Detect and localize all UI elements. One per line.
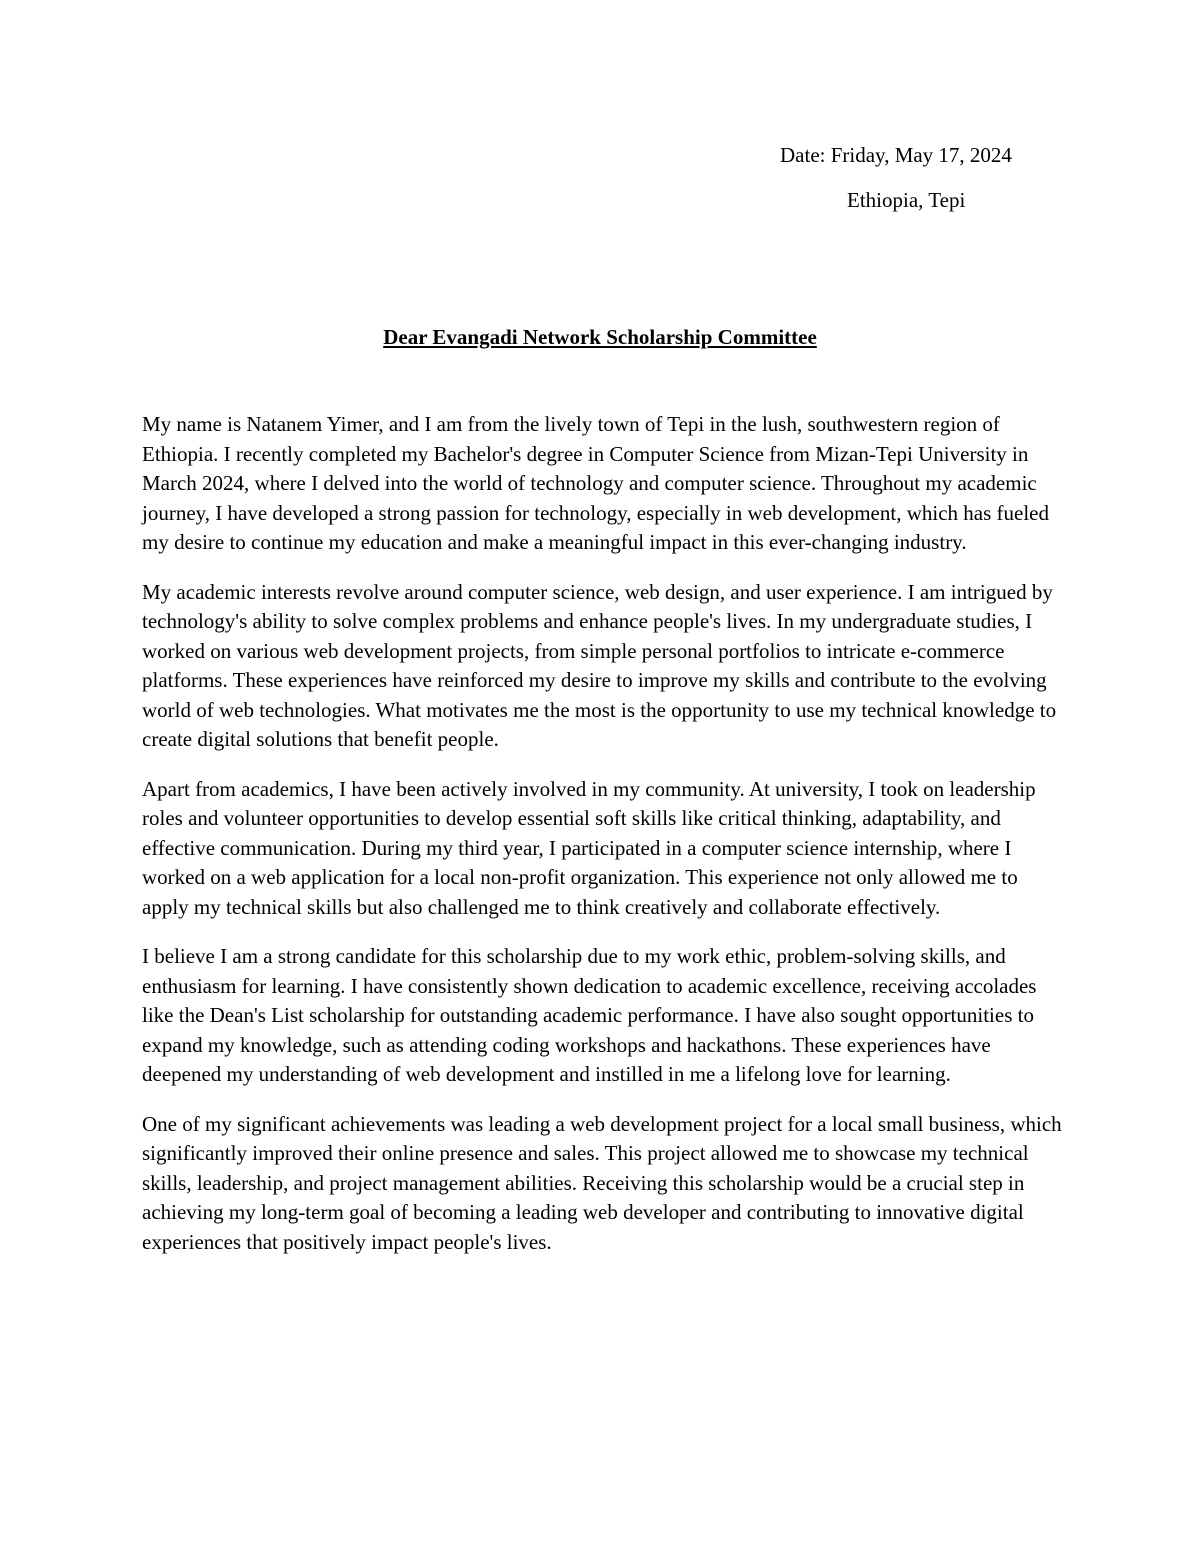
letter-date: Date: Friday, May 17, 2024 bbox=[780, 143, 1012, 167]
paragraph-candidacy: I believe I am a strong candidate for this scholarship due to my work ethic, problem-solving skills, and enthusiasm for learning. I have consistently shown dedication to academic excellence, receiving accolades like the Dean's List scholarship for outstanding academic performance. I have also sought opportunities to expand my knowledge, such as attending coding workshops and hackathons. These experiences have deepened my understanding of web development and instilled in me a lifelong love for learning. bbox=[142, 944, 1037, 1086]
letter-place: Ethiopia, Tepi bbox=[847, 188, 966, 212]
letter-body bbox=[142, 410, 1064, 1277]
paragraph-community-involvement: Apart from academics, I have been actively involved in my community. At university, I took on leadership roles and volunteer opportunities to develop essential soft skills like critical thinking, adaptability, and effective communication. During my third year, I participated in a computer science internship, where I worked on a web application for a local non-profit organization. This experience not only allowed me to apply my technical skills but also challenged me to think creatively and collaborate effectively. bbox=[142, 776, 1036, 919]
letter-salutation: Dear Evangadi Network Scholarship Committee bbox=[383, 325, 817, 349]
paragraph-introduction: My name is Natanem Yimer, and I am from the lively town of Tepi in the lush, southwestern region of Ethiopia. I recently completed my Bachelor's degree in Computer Science from Mizan-Tepi University in March 2024, where I delved into the world of technology and computer science. Throughout my academic journey, I have developed a strong passion for technology, especially in web development, which has fueled my desire to continue my education and make a meaningful impact in this ever-changing industry. bbox=[142, 412, 1049, 554]
paragraph-achievements: One of my significant achievements was leading a web development project for a local small business, which significantly improved their online presence and sales. This project allowed me to showcase my technical skills, leadership, and project management abilities. Receiving this scholarship would be a crucial step in achieving my long-term goal of becoming a leading web developer and contributing to innovative digital experiences that positively impact people's lives. bbox=[142, 1111, 1062, 1254]
paragraph-academic-interests: My academic interests revolve around computer science, web design, and user experience. I am intrigued by technology's ability to solve complex problems and enhance people's lives. In my undergraduate studies, I worked on various web development projects, from simple personal portfolios to intricate e-commerce platforms. These experiences have reinforced my desire to improve my skills and contribute to the evolving world of web technologies. What motivates me the most is the opportunity to use my technical knowledge to create digital solutions that benefit people. bbox=[142, 579, 1057, 751]
